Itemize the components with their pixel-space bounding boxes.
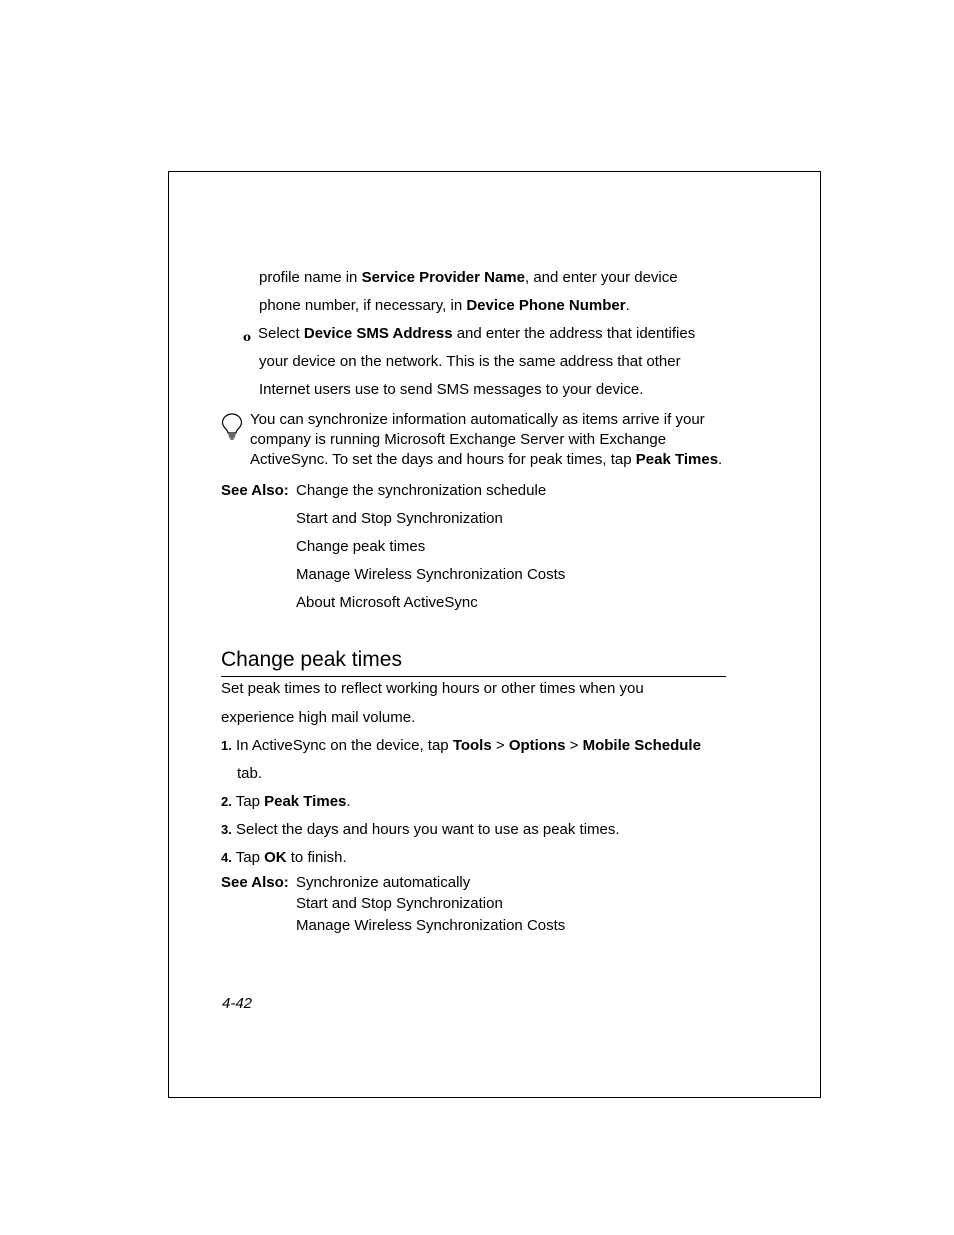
step-number: 1. xyxy=(221,738,232,753)
text: Select the days and hours you want to use as peak times. xyxy=(231,821,620,838)
section-title: Change peak times xyxy=(221,648,402,671)
term-mobile-schedule: Mobile Schedule xyxy=(582,737,701,754)
section-intro-line-2: experience high mail volume. xyxy=(221,709,416,726)
term-device-phone-number: Device Phone Number xyxy=(466,297,626,314)
see-also-link[interactable]: Change peak times xyxy=(296,538,426,555)
page-number: 4-42 xyxy=(222,995,253,1012)
see-also-link[interactable]: Manage Wireless Synchronization Costs xyxy=(296,917,566,934)
see-also-link[interactable]: About Microsoft ActiveSync xyxy=(296,594,478,611)
text: . xyxy=(346,793,351,810)
term-peak-times: Peak Times xyxy=(264,793,347,810)
step-2 xyxy=(221,793,351,811)
text: to finish. xyxy=(286,849,347,866)
term-options: Options xyxy=(508,737,566,754)
see-also-label xyxy=(221,874,289,892)
text: profile name in xyxy=(259,269,362,286)
see-also-link[interactable]: Change the synchronization schedule xyxy=(296,482,547,499)
step-number: 2. xyxy=(221,794,232,809)
bullet-continuation-line-2 xyxy=(259,297,630,315)
text: Select xyxy=(258,325,304,342)
text: . xyxy=(625,297,630,314)
step-number: 4. xyxy=(221,850,232,865)
bullet-continuation-line-1 xyxy=(259,269,678,287)
text: > xyxy=(491,737,509,754)
tip-line-3 xyxy=(250,451,722,469)
text: See Also: xyxy=(221,482,289,499)
tip-line-2: company is running Microsoft Exchange Server with Exchange xyxy=(250,431,667,448)
bullet-marker: o xyxy=(243,330,252,344)
step-1 xyxy=(221,737,701,755)
step-number: 3. xyxy=(221,822,232,837)
text: phone number, if necessary, in xyxy=(259,297,467,314)
text: > xyxy=(565,737,583,754)
term-ok: OK xyxy=(264,849,287,866)
lightbulb-icon xyxy=(220,412,244,440)
term-tools: Tools xyxy=(452,737,492,754)
bullet-item-line-1 xyxy=(258,325,695,343)
text: , and enter your device xyxy=(525,269,678,286)
text: ActiveSync. To set the days and hours for peak times, tap xyxy=(250,451,636,468)
see-also-link[interactable]: Synchronize automatically xyxy=(296,874,471,891)
heading-divider xyxy=(221,676,726,677)
tip-line-1: You can synchronize information automatically as items arrive if your xyxy=(250,411,705,428)
see-also-label xyxy=(221,482,289,500)
step-3 xyxy=(221,821,620,839)
text: In ActiveSync on the device, tap xyxy=(231,737,453,754)
text: . xyxy=(718,451,723,468)
step-4 xyxy=(221,849,347,867)
bullet-item-line-2: your device on the network. This is the same address that other xyxy=(259,353,681,370)
text: and enter the address that identifies xyxy=(452,325,696,342)
text: Tap xyxy=(231,849,265,866)
section-intro-line-1: Set peak times to reflect working hours or other times when you xyxy=(221,680,644,697)
see-also-link[interactable]: Start and Stop Synchronization xyxy=(296,510,503,527)
term-service-provider-name: Service Provider Name xyxy=(361,269,525,286)
bullet-item-line-3: Internet users use to send SMS messages to your device. xyxy=(259,381,644,398)
step-1-line-2: tab. xyxy=(237,765,263,782)
text: Tap xyxy=(231,793,265,810)
term-peak-times: Peak Times xyxy=(635,451,719,468)
text: See Also: xyxy=(221,874,289,891)
see-also-link[interactable]: Manage Wireless Synchronization Costs xyxy=(296,566,566,583)
term-device-sms-address: Device SMS Address xyxy=(303,325,453,342)
see-also-link[interactable]: Start and Stop Synchronization xyxy=(296,895,503,912)
